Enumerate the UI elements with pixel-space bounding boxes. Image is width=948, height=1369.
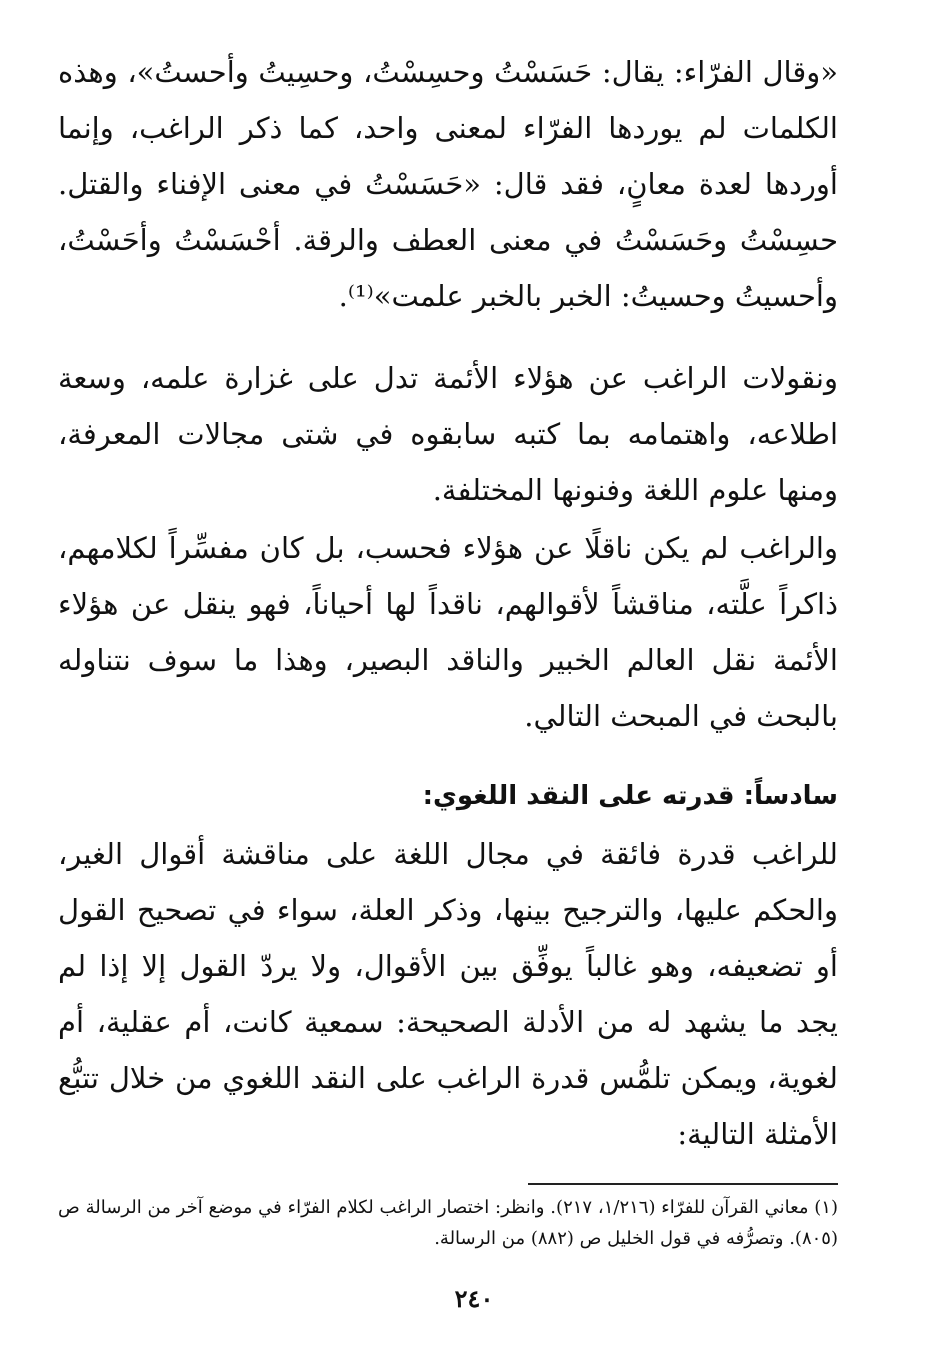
page-number: ٢٤٠: [454, 1284, 494, 1313]
footnote-separator: [528, 1183, 838, 1185]
paragraph-raghib-citations: ونقولات الراغب عن هؤلاء الأئمة تدل على غزارة علمه، وسعة اطلاعه، واهتمامه بما كتبه سابقوه في شتى مجالات المعرفة، ومنها علوم اللغة وفنونها المختلفة.: [58, 361, 838, 507]
footnote: (١) معاني القرآن للفرّاء (١/٢١٦، ٢١٧). وانظر: اختصار الراغب لكلام الفرّاء في موضع آخر من الرسالة ص (٨٠٥). وتصرُّفه في قول الخليل ص (٨٨٢) من الرسالة.: [58, 1197, 838, 1249]
paragraph-farra-quote: «وقال الفرّاء: يقال: حَسَسْتُ وحسِسْتُ، وحسِيتُ وأحستُ»، وهذه الكلمات لم يوردها الفرّاء لمعنى واحد، كما ذكر الراغب، وإنما أوردها لعدة معانٍ، فقد قال: «حَسَسْتُ في معنى الإفناء والقتل. حسِسْتُ وحَسَسْتُ في معنى العطف والرقة. أحْسَسْتُ وأحَسْتُ، وأحسيتُ وحسيتُ: الخبر بالخبر علمت»⁽¹⁾.: [58, 55, 838, 313]
paragraph-raghib-critic: والراغب لم يكن ناقلًا عن هؤلاء فحسب، بل كان مفسِّراً لكلامهم، ذاكراً علَّته، مناقشاً لأقوالهم، ناقداً لها أحياناً، فهو ينقل عن هؤلاء الأئمة نقل العالم الخبير والناقد البصير، وهذا ما سوف نتناوله بالبحث في المبحث التالي.: [58, 531, 838, 733]
section-heading: سادساً: قدرته على النقد اللغوي:: [422, 781, 838, 811]
paragraph-linguistic-criticism: للراغب قدرة فائقة في مجال اللغة على مناقشة أقوال الغير، والحكم عليها، والترجيح بينها، وذكر العلة، سواء في تصحيح القول أو تضعيفه، وهو غالباً يوفِّق بين الأقوال، ولا يردّ القول إلا إذا لم يجد ما يشهد له من الأدلة الصحيحة: سمعية كانت، أم عقلية، أم لغوية، ويمكن تلمُّس قدرة الراغب على النقد اللغوي من خلال تتبُّع الأمثلة التالية:: [58, 837, 838, 1151]
